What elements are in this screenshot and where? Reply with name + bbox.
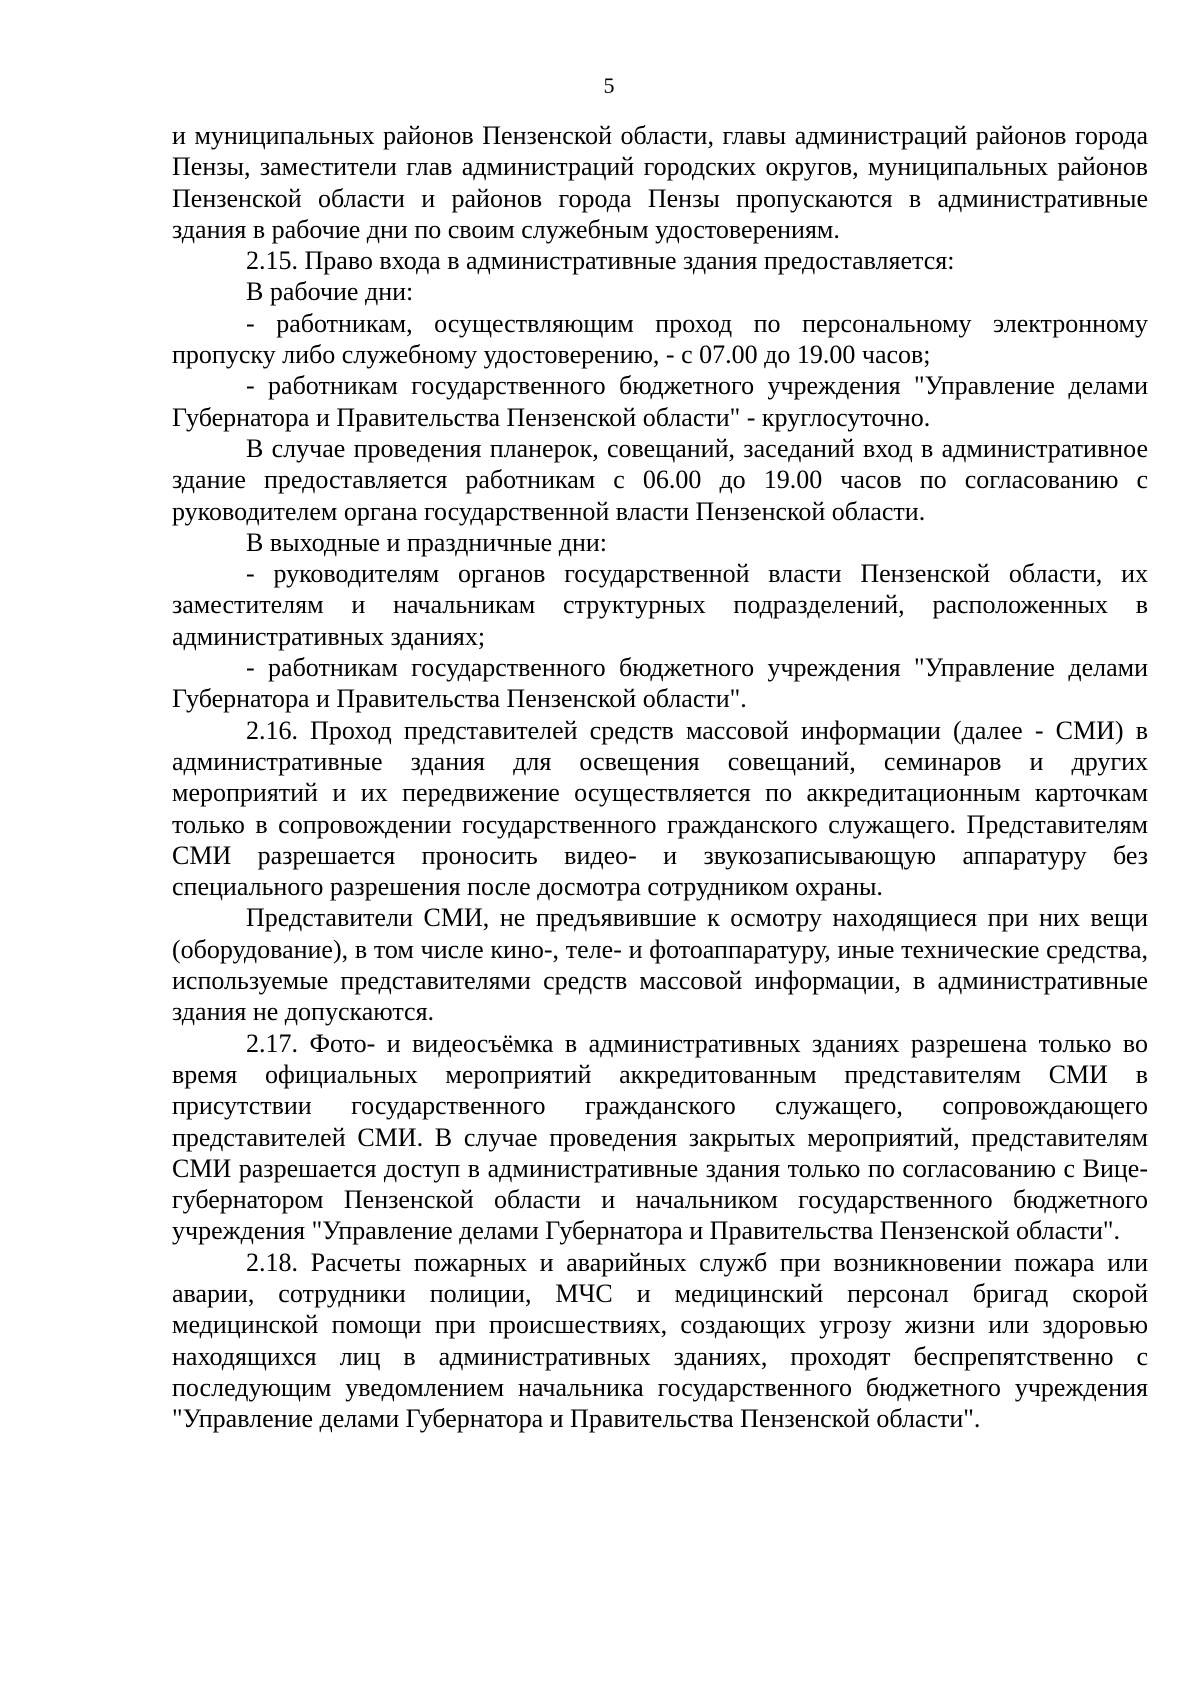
paragraph-2-15-heading: 2.15. Право входа в административные здания предоставляется: — [246, 246, 955, 276]
paragraph-2-18: 2.18. Расчеты пожарных и аварийных служб при возникновении пожара или аварии, сотрудники полиции, МЧС и медицинский персонал бригад скорой медицинской помощи при происшествиях, создающих угрозу жизни или здоровью находящихся лиц в административных зданиях, проходят беспрепятственно с последующим уведомлением начальника государственного бюджетного учреждения "Управление делами Губернатора и Правительства Пензенской области". — [172, 1247, 1148, 1434]
paragraph-working-days-item-1: - работникам, осуществляющим проход по персональному электронному пропуску либо служебному удостоверению, - с 07.00 до 19.00 часов; — [172, 308, 1148, 370]
page-number: 5 — [603, 73, 615, 98]
paragraph-working-days: В рабочие дни: — [246, 277, 414, 307]
paragraph-2-17: 2.17. Фото- и видеосъёмка в административных зданиях разрешена только во время официальных мероприятий аккредитованным представителям СМИ в присутствии государственного гражданского служащего, сопровождающего представителей СМИ. В случае проведения закрытых мероприятий, представителям СМИ разрешается доступ в административные здания только по согласованию с Вице-губернатором Пензенской области и начальником государственного бюджетного учреждения "Управление делами Губернатора и Правительства Пензенской области". — [172, 1028, 1148, 1246]
document-body — [172, 120, 1148, 1434]
paragraph-weekends-item-1: - руководителям органов государственной власти Пензенской области, их заместителям и начальникам структурных подразделений, расположенных в административных зданиях; — [172, 559, 1148, 651]
paragraph-2-16: 2.16. Проход представителей средств массовой информации (далее - СМИ) в административные здания для освещения совещаний, семинаров и других мероприятий и их передвижение осуществляется по аккредитационным карточкам только в сопровождении государственного гражданского служащего. Представителям СМИ разрешается проносить видео- и звукозаписывающую аппаратуру без специального разрешения после досмотра сотрудником охраны. — [172, 715, 1148, 902]
paragraph-meetings: В случае проведения планерок, совещаний, заседаний вход в административное здание предоставляется работникам с 06.00 до 19.00 часов по согласованию с руководителем органа государственной власти Пензенской области. — [172, 433, 1148, 526]
paragraph-weekends-item-2: - работникам государственного бюджетного учреждения "Управление делами Губернатора и Правительства Пензенской области". — [172, 653, 1148, 714]
paragraph-continuation: и муниципальных районов Пензенской области, главы администраций районов города Пензы, заместители глав администраций городских округов, муниципальных районов Пензенской области и районов города Пензы пропускаются в административные здания в рабочие дни по своим служебным удостоверениям. — [172, 121, 1148, 244]
paragraph-working-days-item-2: - работникам государственного бюджетного учреждения "Управление делами Губернатора и Правительства Пензенской области" - круглосуточно. — [172, 371, 1148, 432]
paragraph-media-representatives: Представители СМИ, не предъявившие к осмотру находящиеся при них вещи (оборудование), в том числе кино-, теле- и фотоаппаратуру, иные технические средства, используемые представителями средств массовой информации, в административные здания не допускаются. — [172, 903, 1148, 1027]
paragraph-weekends: В выходные и праздничные дни: — [246, 527, 608, 557]
